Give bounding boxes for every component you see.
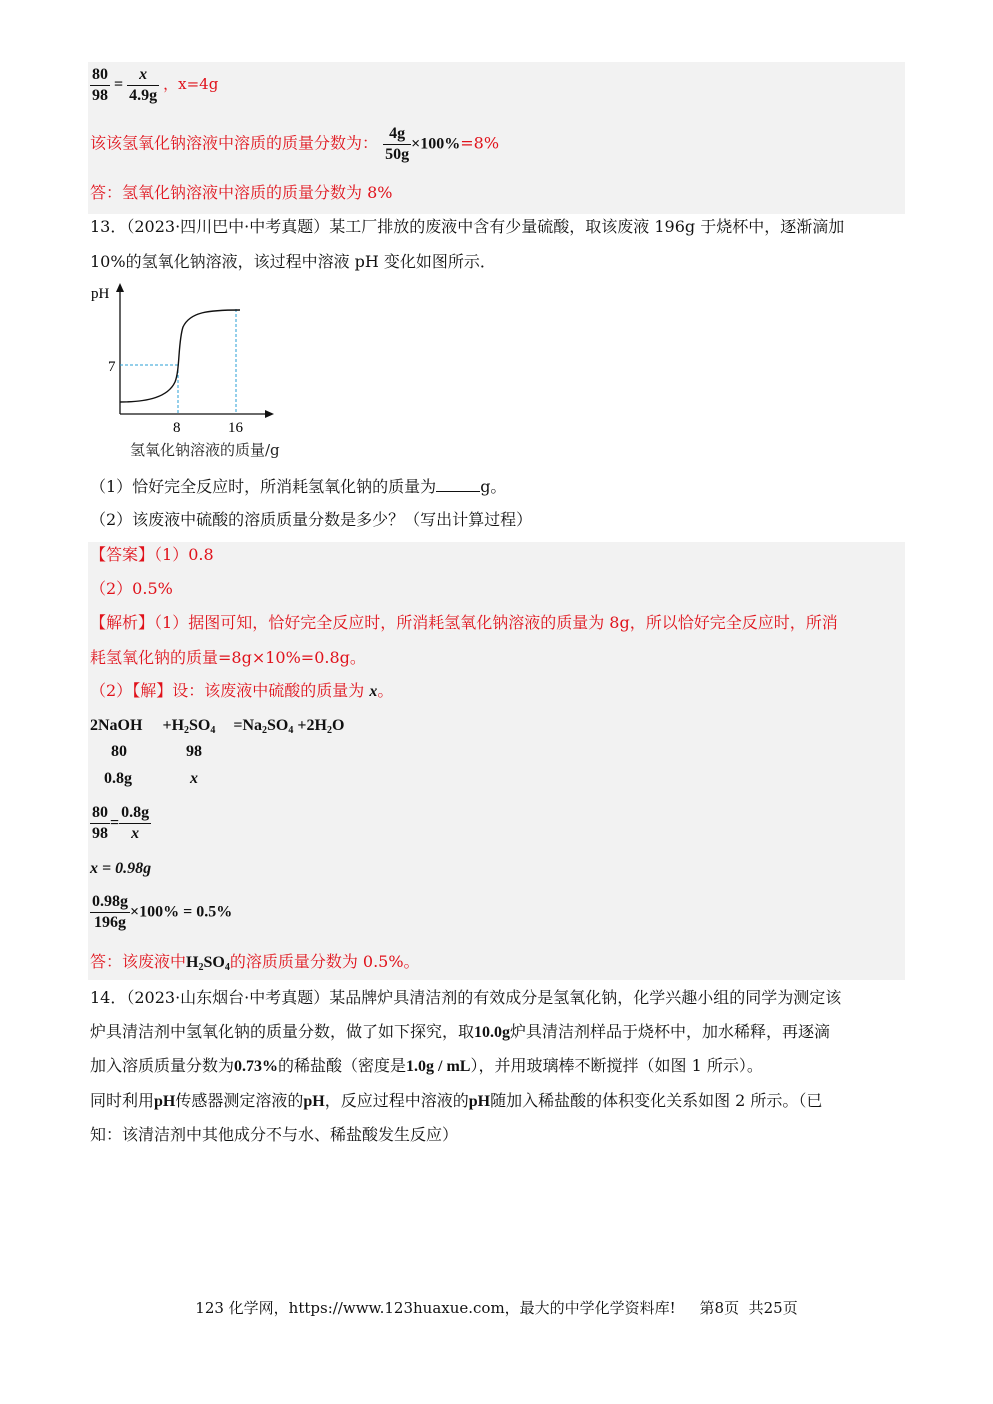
q14-line2: 炉具清洁剂中氢氧化钠的质量分数，做了如下探究，取10.0g炉具清洁剂样品于烧杯中，加水稀释，再逐滴 [90,1022,831,1041]
chem-equation: 2NaOH $+H_2SO_4 =Na_2SO_4 +2H_2O$ [90,717,345,736]
x-value: x = 0.98g [90,860,152,877]
eq-molar-left: 80 [111,743,127,760]
eq-molar-right: 98 [186,743,202,760]
x-tick-16: 16 [228,420,243,436]
q14-line1: 14．（2023·山东烟台·中考真题）某品牌炉具清洁剂的有效成分是氢氧化钠，化学兴趣小组的同学为测定该 [90,988,842,1007]
y-axis-arrow [116,283,124,292]
q13-answer2: （2）0.5% [90,579,173,598]
q13-sub2: （2）该废液中硫酸的溶质质量分数是多少？（写出计算过程） [90,510,533,529]
page-footer: 123 化学网，https://www.123huaxue.com，最大的中学化学资料库! 第8页 共25页 [195,1299,798,1317]
prev-x-result: ，x=4g [163,75,219,94]
q13-sub1: （1）恰好完全反应时，所消耗氢氧化钠的质量为 g。 [90,477,507,496]
eq-mass-right: x [190,770,198,787]
q13-final-answer: 答：该废液中$H_2SO_4$的溶质质量分数为 0.5%。 [90,952,420,973]
prev-answer: 答：氢氧化钠溶液中溶质的质量分数为 8% [90,183,393,202]
y-tick-7: 7 [108,359,116,375]
prev-ratio-equation: $\frac{80}{98}$ = $\frac{x}{4.9g}$ ，x=4g [92,66,219,104]
q13-solve-line: （2）【解】设：该废液中硫酸的质量为 x。 [90,681,394,700]
prev-mass-fraction: 该该氢氧化钠溶液中溶质的质量分数为： $\frac{4g}{50g}$ ×100%=8% [90,125,500,163]
y-axis-label: pH [91,286,110,302]
q14-line5: 知：该清洁剂中其他成分不与水、稀盐酸发生反应） [90,1125,459,1144]
ph-curve [120,310,240,402]
percent-calc: $\frac{0.98g}{196g}$ ×100% = 0.5% [92,893,233,931]
q13-answer1: 【答案】（1）0.8 [90,545,214,564]
answer-blank[interactable] [436,477,480,492]
ratio-equation: $\frac{80}{98}$ = $\frac{0.8g}{x}$ [92,804,150,842]
x-axis-label: 氢氧化钠溶液的质量/g [130,441,280,459]
x-axis-arrow [265,410,274,418]
x-tick-8: 8 [173,420,181,436]
q13-stem-line2: 10%的氢氧化钠溶液，该过程中溶液 pH 变化如图所示． [90,252,496,271]
ph-graph [88,282,288,462]
q13-stem-line1: 13．（2023·四川巴中·中考真题）某工厂排放的废液中含有少量硫酸，取该废液 196g 于烧杯中，逐渐滴加 [90,217,845,236]
q13-analysis-line2: 耗氢氧化钠的质量=8g×10%=0.8g。 [90,648,366,667]
q13-analysis-line1: 【解析】（1）据图可知，恰好完全反应时，所消耗氢氧化钠溶液的质量为 8g，所以恰好完全反应时，所消 [90,613,838,632]
q14-line3: 加入溶质质量分数为0.73%的稀盐酸（密度是1.0g / mL），并用玻璃棒不断搅拌（如图 1 所示）。 [90,1056,763,1075]
eq-mass-left: 0.8g [104,770,132,787]
q14-line4: 同时利用pH传感器测定溶液的pH，反应过程中溶液的pH随加入稀盐酸的体积变化关系如图 2 所示。（已 [90,1091,823,1110]
